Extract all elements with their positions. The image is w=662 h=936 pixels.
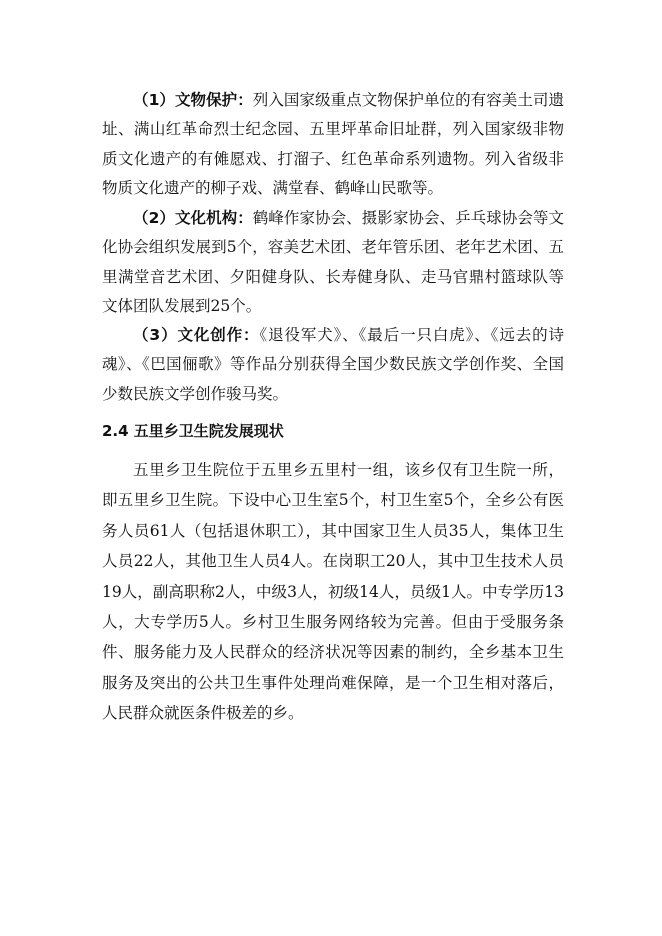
paragraph-health-center: 五里乡卫生院位于五里乡五里村一组，该乡仅有卫生院一所，即五里乡卫生院。下设中心卫生室5个，村卫生室5个，全乡公有医务人员61人（包括退休职工），其中国家卫生人员35人，集体卫生人员22人，其他卫生人员4人。在岗职工20人，其中卫生技术人员19人，副高职称2人，中级3人，初级14人，员级1人。中专学历13人，大专学历5人。乡村卫生服务网络较为完善。但由于受服务条件、服务能力及人民群众的经济状况等因素的制约，全乡基本卫生服务及突出的公共卫生事件处理尚难保障，是一个卫生相对落后，人民群众就医条件极差的乡。: [102, 461, 564, 723]
paragraph-cultural-relics: [102, 86, 564, 204]
section-heading: 2.4 五里乡卫生院发展现状: [102, 422, 284, 440]
paragraph-text: 列入国家级重点文物保护单位的有容美土司遗址、满山红革命烈士纪念园、五里坪革命旧址群，列入国家级非物质文化遗产的有傩愿戏、打溜子、红色革命系列遗物。列入省级非物质文化遗产的柳子戏、满堂春、鹤峰山民歌等。: [102, 91, 564, 198]
paragraph-text: 《退役军犬》、《最后一只白虎》、《远去的诗魂》、《巴国俪歌》等作品分别获得全国少数民族文学创作奖、全国少数民族文学创作骏马奖。: [102, 326, 564, 403]
paragraph-lead: （3）文化创作：: [133, 326, 260, 344]
paragraph-lead: （1）文物保护：: [133, 91, 253, 109]
paragraph-cultural-institutions: [102, 204, 564, 322]
paragraph-cultural-creation: [102, 321, 564, 409]
paragraph-lead: （2）文化机构：: [133, 209, 253, 227]
paragraph-text: 鹤峰作家协会、摄影家协会、乒乓球协会等文化协会组织发展到5个，容美艺术团、老年管乐团、老年艺术团、五里满堂音艺术团、夕阳健身队、长寿健身队、走马官鼎村篮球队等文体团队发展到25个。: [102, 209, 564, 316]
